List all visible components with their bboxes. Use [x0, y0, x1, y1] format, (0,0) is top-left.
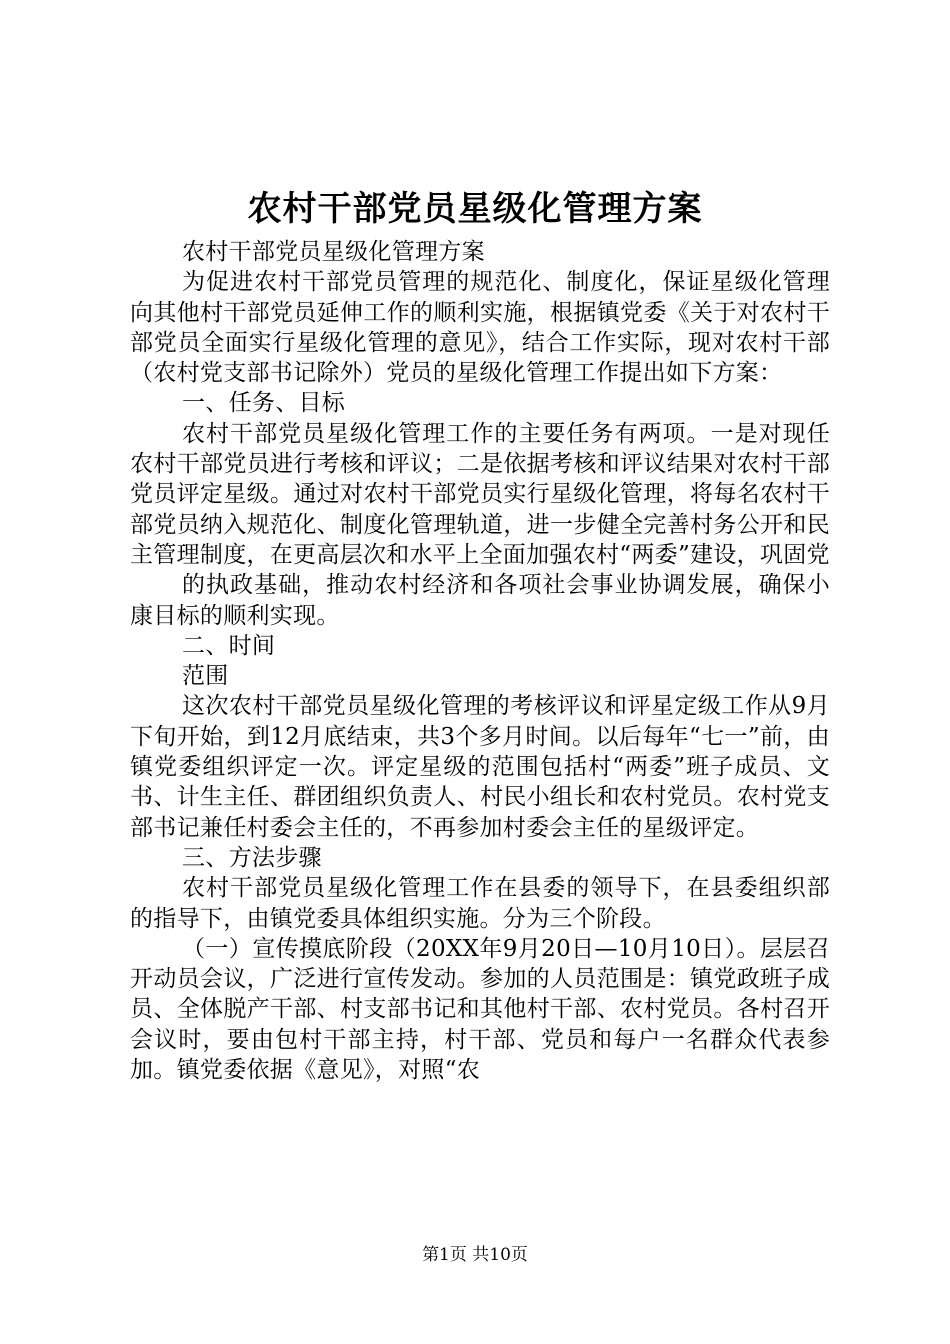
- section-heading-time: 二、时间: [182, 632, 276, 659]
- time-scope-paragraph: 这次农村干部党员星级化管理的考核评议和评星定级工作从9月下旬开始，到12月底结束，共3个多月时间。以后每年“七一”前，由镇党委组织评定一次。评定星级的范围包括村“两委”班子成员、文书、计生主任、群团组织负责人、村民小组长和农村党员。农村党支部书记兼任村委会主任的，不再参加村委会主任的星级评定。: [130, 693, 830, 841]
- document-body: [130, 237, 830, 1085]
- section-heading-methods: 三、方法步骤: [182, 844, 322, 871]
- intro-paragraph: 为促进农村干部党员管理的规范化、制度化，保证星级化管理向其他村干部党员延伸工作的顺利实施，根据镇党委《关于对农村干部党员全面实行星级化管理的意见》，结合工作实际，现对农村干部（农村党支部书记除外）党员的星级化管理工作提出如下方案：: [130, 269, 830, 387]
- methods-paragraph: 农村干部党员星级化管理工作在县委的领导下，在县委组织部的指导下，由镇党委具体组织实施。分为三个阶段。: [130, 875, 830, 932]
- tasks-continuation-paragraph: 的执政基础，推动农村经济和各项社会事业协调发展，确保小康目标的顺利实现。: [130, 572, 830, 629]
- tasks-paragraph: 农村干部党员星级化管理工作的主要任务有两项。一是对现任农村干部党员进行考核和评议；二是依据考核和评议结果对农村干部党员评定星级。通过对农村干部党员实行星级化管理，将每名农村干部党员纳入规范化、制度化管理轨道，进一步健全完善村务公开和民主管理制度，在更高层次和水平上全面加强农村“两委”建设，巩固党: [130, 420, 830, 568]
- section-heading-tasks: 一、任务、目标: [182, 390, 346, 417]
- subtitle-paragraph: 农村干部党员星级化管理方案: [182, 239, 485, 265]
- document-title: 农村干部党员星级化管理方案: [247, 189, 703, 229]
- section-heading-scope: 范围: [182, 663, 229, 690]
- page-footer: 第1页 共10页: [422, 1245, 528, 1265]
- phase-one-paragraph: （一）宣传摸底阶段（20XX年9月20日—10月10日）。层层召开动员会议，广泛进行宣传发动。参加的人员范围是：镇党政班子成员、全体脱产干部、村支部书记和其他村干部、农村党员。各村召开会议时，要由包村干部主持，村干部、党员和每户一名群众代表参加。镇党委依据《意见》，对照“农: [130, 935, 830, 1084]
